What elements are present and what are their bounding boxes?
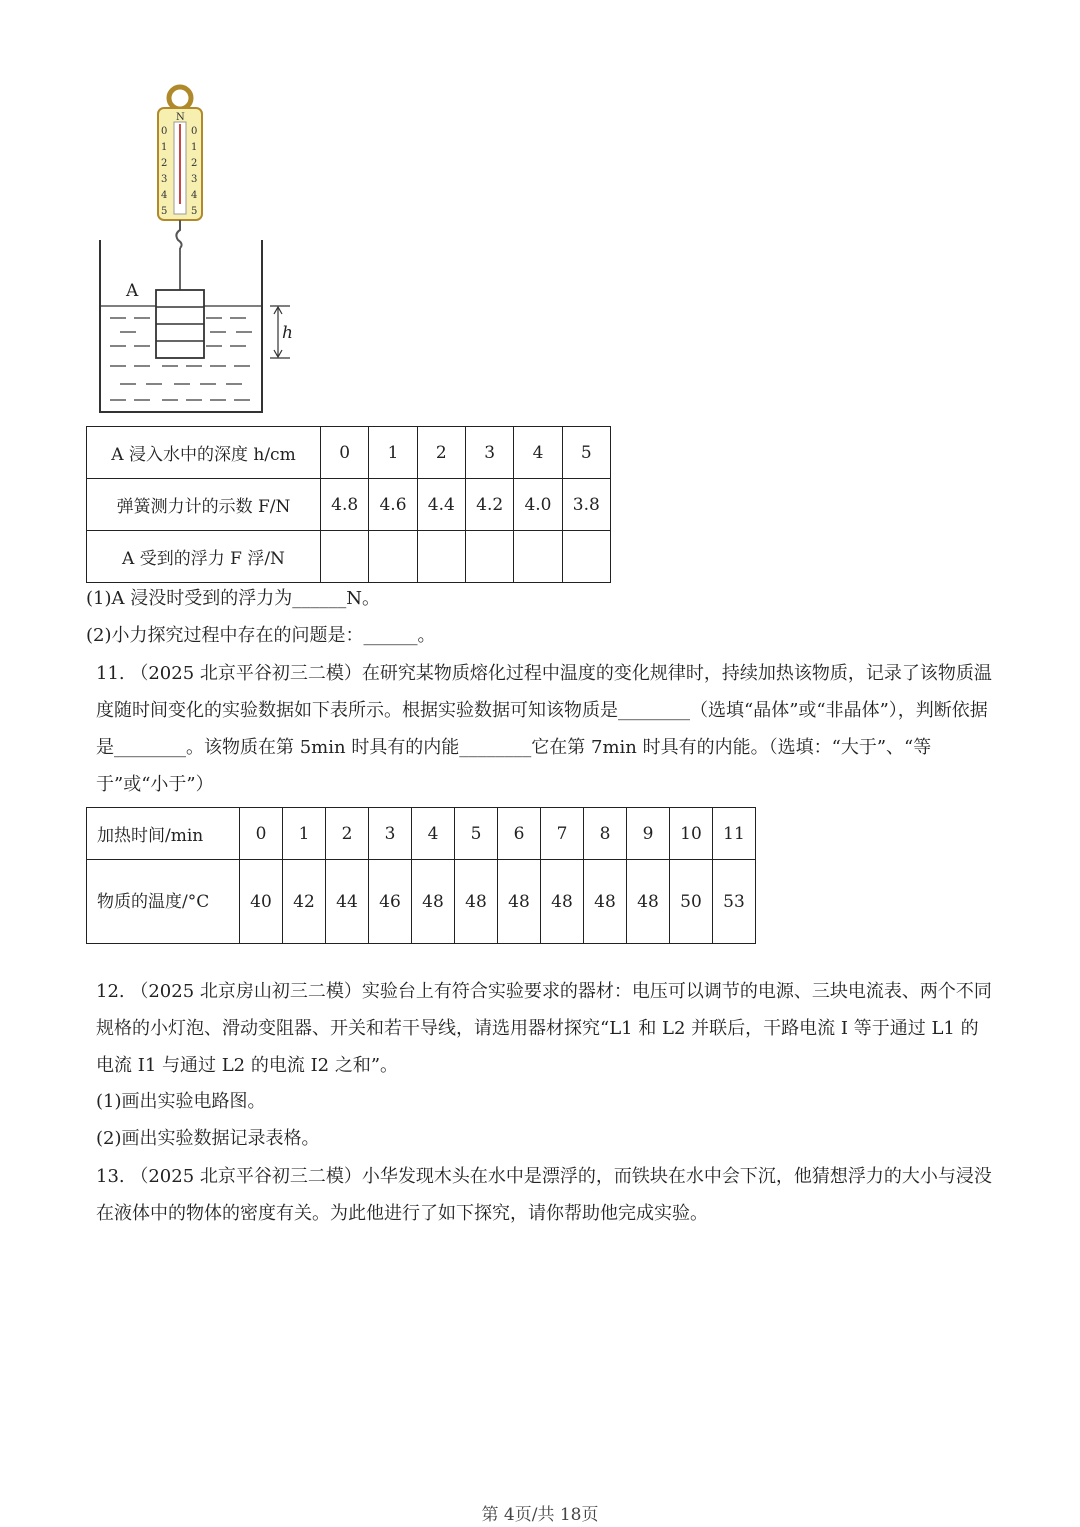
q11-text: 11. （2025 北京平谷初三二模）在研究某物质熔化过程中温度的变化规律时，持续加热该物质，记录了该物质温度随时间变化的实验数据如下表所示。根据实验数据可知该物质是________（选填“晶体”或“非晶体”），判断依据是________。该物质在第 5min 时具有的内能________它在第 7min 时具有的内能。（选填：“大于”、“等于”或“小于”） (96, 663, 992, 795)
svg-text:3: 3 (191, 174, 198, 185)
page-footer: 第 4页/共 18页 (481, 1505, 599, 1525)
table-cell: 42 (283, 860, 326, 944)
scale-unit-label: N (176, 112, 185, 123)
svg-text:4: 4 (191, 190, 198, 201)
temperature-table (86, 807, 756, 944)
table-cell: 5 (455, 808, 498, 860)
table-cell: 1 (369, 427, 417, 479)
q12-text: 12. （2025 北京房山初三二模）实验台上有符合实验要求的器材：电压可以调节的电源、三块电流表、两个不同规格的小灯泡、滑动变阻器、开关和若干导线，请选用器材探究“L1 和 L2 并联后，干路电流 I 等于通过 L1 的电流 I1 与通过 L2 的电流 I2 之和”。 (96, 981, 992, 1076)
table-cell: 48 (541, 860, 584, 944)
table-cell: 4.6 (369, 479, 417, 531)
table-cell: 50 (670, 860, 713, 944)
svg-text:1: 1 (191, 142, 198, 153)
q12-sub1: (1)画出实验电路图。 (96, 1091, 266, 1112)
table-cell (369, 531, 417, 583)
table-cell: 3 (369, 808, 412, 860)
table-cell: 46 (369, 860, 412, 944)
depth-label: h (282, 323, 293, 343)
table-cell: 9 (627, 808, 670, 860)
experiment-figure (90, 78, 310, 418)
table-cell: 3 (465, 427, 513, 479)
table-cell: 7 (541, 808, 584, 860)
table-cell: 40 (240, 860, 283, 944)
row-label: A 受到的浮力 F 浮/N (87, 531, 321, 583)
row-label: 弹簧测力计的示数 F/N (87, 479, 321, 531)
svg-text:0: 0 (161, 126, 168, 137)
table-cell (562, 531, 610, 583)
table-cell: 48 (498, 860, 541, 944)
q12-sub2: (2)画出实验数据记录表格。 (96, 1128, 320, 1149)
svg-text:5: 5 (161, 206, 168, 217)
table-cell: 6 (498, 808, 541, 860)
table-cell (321, 531, 369, 583)
svg-text:3: 3 (161, 174, 168, 185)
table-cell: 48 (412, 860, 455, 944)
block-label: A (126, 281, 139, 301)
table-cell: 4.2 (465, 479, 513, 531)
table-cell: 10 (670, 808, 713, 860)
table-cell: 4 (412, 808, 455, 860)
table-cell: 3.8 (562, 479, 610, 531)
table-cell: 2 (326, 808, 369, 860)
svg-text:2: 2 (191, 158, 198, 169)
table-cell (514, 531, 562, 583)
table-cell: 2 (417, 427, 465, 479)
table-cell: 4 (514, 427, 562, 479)
table-cell: 8 (584, 808, 627, 860)
table-cell: 4.8 (321, 479, 369, 531)
table-cell: 1 (283, 808, 326, 860)
q10-sub2: (2)小力探究过程中存在的问题是：______。 (86, 625, 436, 646)
table-cell: 48 (455, 860, 498, 944)
table-cell (417, 531, 465, 583)
table-cell: 5 (562, 427, 610, 479)
row-label: A 浸入水中的深度 h/cm (87, 427, 321, 479)
svg-text:5: 5 (191, 206, 198, 217)
table-cell: 44 (326, 860, 369, 944)
table-cell: 0 (240, 808, 283, 860)
table-cell: 48 (627, 860, 670, 944)
table-cell: 4.0 (514, 479, 562, 531)
q10-sub1: (1)A 浸没时受到的浮力为______N。 (86, 588, 380, 609)
row-label: 加热时间/min (87, 808, 240, 860)
svg-text:2: 2 (161, 158, 168, 169)
svg-text:4: 4 (161, 190, 168, 201)
table-cell: 11 (713, 808, 756, 860)
table-cell (465, 531, 513, 583)
table-cell: 53 (713, 860, 756, 944)
svg-text:0: 0 (191, 126, 198, 137)
table-cell: 0 (321, 427, 369, 479)
row-label: 物质的温度/°C (87, 860, 240, 944)
q13-text: 13. （2025 北京平谷初三二模）小华发现木头在水中是漂浮的，而铁块在水中会下沉，他猜想浮力的大小与浸没在液体中的物体的密度有关。为此他进行了如下探究，请你帮助他完成实验。 (96, 1166, 992, 1224)
buoyancy-table (86, 426, 611, 583)
table-cell: 48 (584, 860, 627, 944)
svg-text:1: 1 (161, 142, 168, 153)
table-cell: 4.4 (417, 479, 465, 531)
